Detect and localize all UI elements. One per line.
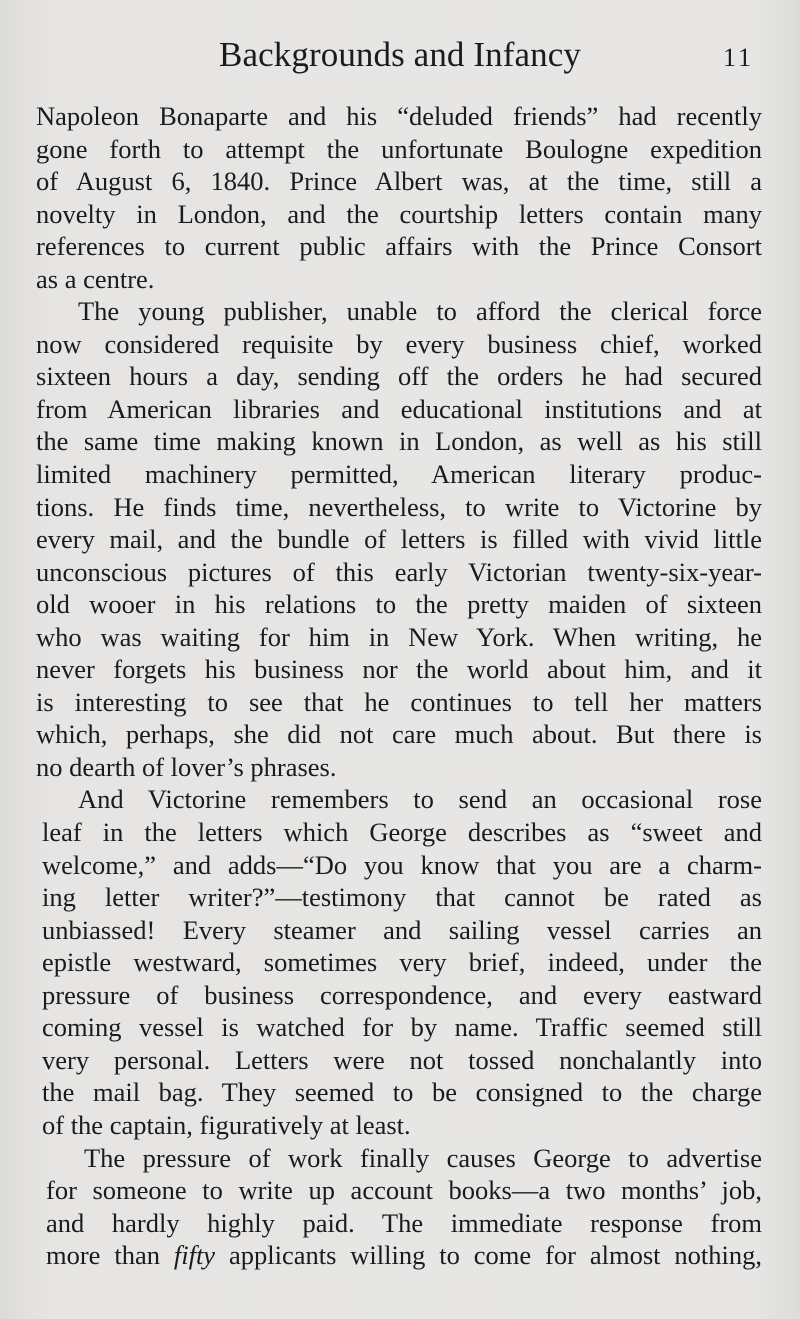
text-line: pressure of business correspondence, and every eastward: [42, 979, 762, 1010]
text-line: no dearth of lover’s phrases.: [36, 751, 337, 782]
text-line: coming vessel is watched for by name. Traffic seemed still: [42, 1012, 762, 1043]
page-number: 11: [722, 43, 754, 72]
text-line: from American libraries and educational institutions and at: [36, 393, 762, 424]
text-line: tions. He finds time, nevertheless, to write to Victorine by: [36, 491, 762, 522]
body-text: [36, 100, 762, 1272]
italic-emphasis: fifty: [173, 1240, 216, 1271]
text-line: limited machinery permitted, American literary produc-: [36, 459, 762, 490]
text-line: ing letter writer?”—testimony that cannot be rated as: [42, 882, 762, 913]
text-line: which, perhaps, she did not care much about. But there is: [36, 719, 762, 750]
text-line: is interesting to see that he continues to tell her matters: [36, 686, 762, 717]
text-line: as a centre.: [36, 263, 155, 294]
text-line: the mail bag. They seemed to be consigned to the charge: [42, 1077, 762, 1108]
paragraph-first-line: The pressure of work finally causes George to advertise: [84, 1142, 762, 1173]
running-head: [0, 30, 800, 80]
text-line: the same time making known in London, as well as his still: [36, 426, 762, 457]
text-line: epistle westward, sometimes very brief, indeed, under the: [42, 947, 762, 978]
paragraph-first-line: The young publisher, unable to afford the clerical force: [78, 296, 762, 327]
text-line: old wooer in his relations to the pretty maiden of sixteen: [36, 589, 762, 620]
text-line: of August 6, 1840. Prince Albert was, at the time, still a: [36, 166, 762, 197]
text-line: who was waiting for him in New York. When writing, he: [36, 621, 762, 652]
text-line: unconscious pictures of this early Victorian twenty-six-year-: [36, 556, 762, 587]
text-line: references to current public affairs with the Prince Consort: [36, 231, 762, 262]
text-line-with-italic: [36, 1239, 762, 1272]
text-line: for someone to write up account books—a two months’ job,: [46, 1175, 762, 1206]
text-run: applicants willing to come for almost nothing,: [215, 1240, 762, 1271]
text-line: and hardly highly paid. The immediate response from: [46, 1207, 762, 1238]
text-line: novelty in London, and the courtship letters contain many: [36, 198, 762, 229]
text-line: never forgets his business nor the world about him, and it: [36, 654, 762, 685]
text-line: every mail, and the bundle of letters is filled with vivid little: [36, 524, 762, 555]
text-line: of the captain, figuratively at least.: [42, 1109, 411, 1140]
text-line: very personal. Letters were not tossed nonchalantly into: [42, 1044, 762, 1075]
paragraph-first-line: And Victorine remembers to send an occasional rose: [78, 784, 762, 815]
text-run: more than: [46, 1240, 174, 1271]
text-line: gone forth to attempt the unfortunate Boulogne expedition: [36, 133, 762, 164]
text-line: sixteen hours a day, sending off the orders he had secured: [36, 361, 762, 392]
running-title: Backgrounds and Infancy: [219, 35, 581, 74]
text-line: Napoleon Bonaparte and his “deluded friends” had recently: [36, 101, 762, 131]
text-line: now considered requisite by every business chief, worked: [36, 328, 762, 359]
text-line: welcome,” and adds—“Do you know that you are a charm-: [42, 849, 762, 880]
text-line: unbiassed! Every steamer and sailing vessel carries an: [42, 914, 762, 945]
text-line: leaf in the letters which George describes as “sweet and: [42, 817, 762, 848]
